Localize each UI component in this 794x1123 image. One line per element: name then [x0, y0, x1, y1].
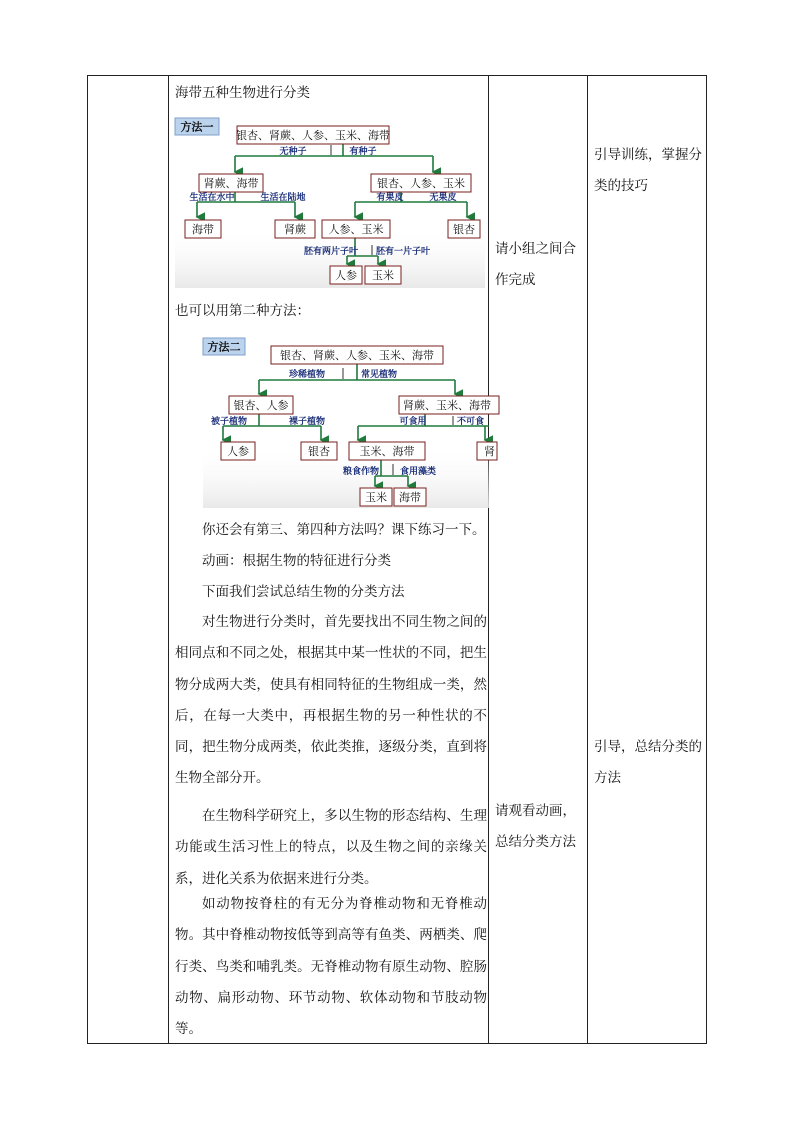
- diagram-node: 玉米: [372, 269, 394, 282]
- diagram-node: 人参: [335, 269, 357, 282]
- diagram-node: 银杏、肾蕨、人参、玉米、海带: [236, 129, 390, 142]
- diagram-edge-label: 食用藻类: [399, 467, 437, 477]
- lesson-table: [87, 75, 707, 1044]
- diagram-edge-label: 有果皮: [376, 193, 404, 203]
- paragraph-classification-steps: 对生物进行分类时，首先要找出不同生物之间的相同点和不同之处，根据其中某一性状的不同，把生物分成两大类，使具有相同特征的生物组成一类，然后，在每一大类中，再根据生物的另一种性状的不同，把生物分成两类，依此类推，逐级分类，直到将生物全部分开。: [175, 614, 487, 787]
- diagram-edge-label: 可食用: [399, 417, 427, 427]
- diagram-edge-label: 无果皮: [429, 193, 457, 203]
- diagram-node: 银杏、人参、玉米: [377, 177, 465, 190]
- diagram-node: 银杏、人参: [233, 399, 289, 412]
- diagram-edge-label: 生活在水中: [189, 193, 235, 203]
- diagram-edge-label: 裸子植物: [288, 417, 326, 427]
- diagram-node: 海带: [192, 223, 214, 236]
- student-activity-note: 请小组之间合作完成: [495, 241, 576, 288]
- method-one-diagram: [175, 116, 485, 288]
- diagram-node: 银杏: [308, 445, 330, 458]
- second-method-line: 也可以用第二种方法：: [175, 303, 310, 319]
- diagram-node: 人参、玉米: [328, 223, 384, 236]
- diagram-node: 肾: [484, 445, 495, 458]
- method-one-tag: 方法一: [180, 120, 214, 134]
- diagram-node: 银杏、肾蕨、人参、玉米、海带: [280, 349, 434, 362]
- diagram-node: 肾蕨、玉米、海带: [403, 399, 491, 412]
- design-intent-note: 引导，总结分类的方法: [594, 739, 702, 786]
- paragraph-classification-basis: 在生物科学研究上，多以生物的形态结构、生理功能或生活习性上的特点，以及生物之间的亲缘关系，进化关系为依据来进行分类。: [175, 808, 487, 887]
- diagram-node: 海带: [399, 491, 421, 504]
- teaching-content-cell: [169, 76, 495, 1043]
- student-activity-note: 请观看动画，总结分类方法: [495, 803, 576, 850]
- diagram-node: 肾蕨: [284, 223, 306, 236]
- diagram-node: 肾蕨、海带: [203, 177, 259, 190]
- method-two-tag: 方法二: [207, 340, 241, 354]
- summary-intro-line: 下面我们尝试总结生物的分类方法: [202, 584, 405, 600]
- diagram-edge-label: 无种子: [279, 147, 307, 157]
- intro-line: 海带五种生物进行分类: [175, 85, 310, 101]
- diagram-node: 玉米: [365, 491, 387, 504]
- diagram-edge-label: 有种子: [349, 147, 377, 157]
- diagram-node: 玉米、海带: [359, 445, 415, 458]
- paragraph-animal-example: 如动物按脊柱的有无分为脊椎动物和无脊椎动物。其中脊椎动物按低等到高等有鱼类、两栖类、爬行类、鸟类和哺乳类。无脊椎动物有原生动物、腔肠动物、扁形动物、环节动物、软体动物和节肢动物等。: [175, 896, 487, 1038]
- diagram-edge-label: 被子植物: [210, 417, 248, 427]
- diagram-edge-label: 常见植物: [360, 370, 398, 380]
- more-methods-line: 你还会有第三、第四种方法吗？课下练习一下。: [202, 522, 486, 538]
- column-divider: [587, 76, 588, 1043]
- method-two-diagram: [203, 336, 495, 508]
- design-intent-note: 引导训练，掌握分类的技巧: [594, 147, 702, 194]
- diagram-edge-label: 胚有两片子叶: [303, 247, 359, 257]
- diagram-edge-label: 生活在陆地: [260, 193, 306, 203]
- diagram-edge-label: 不可食: [457, 417, 485, 427]
- diagram-node: 人参: [227, 445, 249, 458]
- diagram-edge-label: 粮食作物: [342, 467, 380, 477]
- diagram-edge-label: 胚有一片子叶: [375, 247, 431, 257]
- animation-line: 动画：根据生物的特征进行分类: [202, 553, 391, 569]
- diagram-edge-label: 珍稀植物: [288, 370, 326, 380]
- diagram-node: 银杏: [453, 223, 475, 236]
